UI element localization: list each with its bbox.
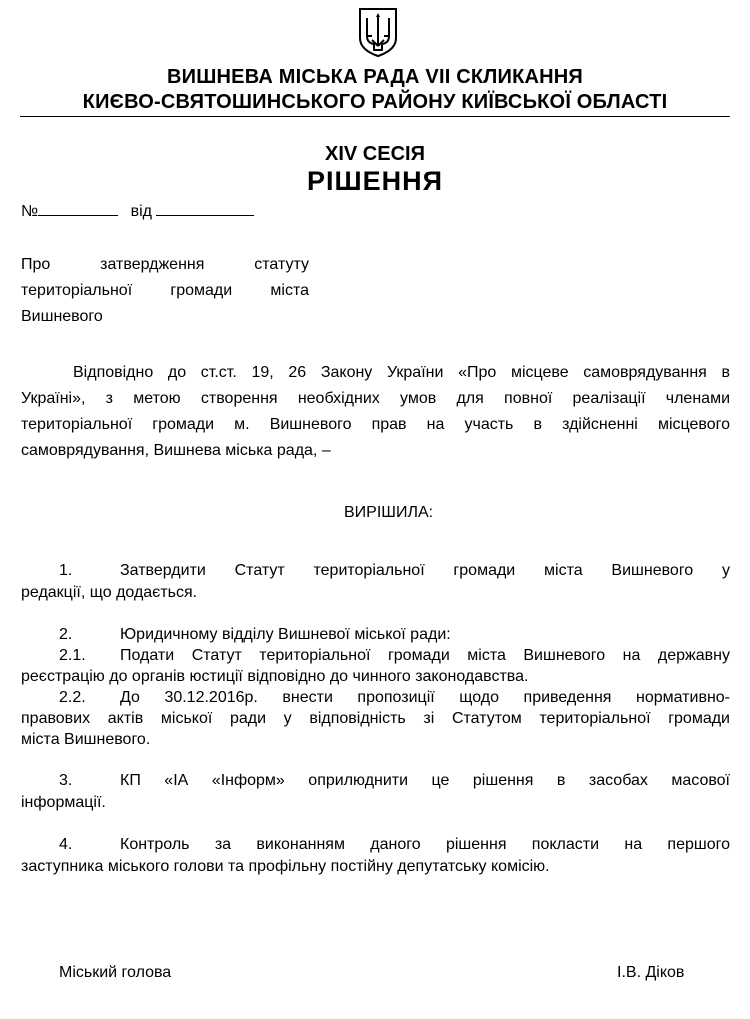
preamble-line1: Відповідно до ст.ст. 19, 26 Закону України «Про місцеве самоврядування в [73,364,730,381]
trident-emblem-icon [357,6,399,58]
preamble-line2: Україні», з метою створення необхідних умов для повної реалізації членами [21,390,730,407]
document-title: РІШЕННЯ [306,166,444,196]
item-3-number: 3. [59,772,73,789]
subject-line2: територіальної громади міста [21,282,309,299]
council-name-line1: ВИШНЕВА МІСЬКА РАДА VII СКЛИКАННЯ [167,66,583,88]
item-1-number: 1. [59,562,73,579]
council-name-line2: КИЄВО-СВЯТОШИНСЬКОГО РАЙОНУ КИЇВСЬКОЇ ОБЛАСТІ [82,91,668,113]
item-2-2-number: 2.2. [59,689,86,706]
signature-position: Міський голова [59,964,172,981]
item-3-line2: інформації. [21,794,106,811]
preamble-line4: самоврядування, Вишнева міська рада, – [21,442,331,459]
date-label: від [130,203,153,220]
item-2-2-line3: міста Вишневого. [21,731,151,748]
date-blank [156,201,254,216]
item-2-1-line2: реєстрацію до органів юстиції відповідно до чинного законодавства. [21,668,529,685]
item-3-line1: КП «ІА «Інформ» оприлюднити це рішення в засобах масової [120,772,730,789]
signature-name: І.В. Діков [617,964,685,981]
subject-line1: Про затвердження статуту [21,256,309,273]
number-label: № [21,203,39,220]
subject-line3: Вишневого [21,308,103,325]
item-2-number: 2. [59,626,73,643]
item-1-line2: редакції, що додається. [21,584,198,601]
session-label: XIV СЕСІЯ [325,143,425,165]
item-2-1-number: 2.1. [59,647,86,664]
item-4-line2: заступника міського голови та профільну постійну депутатську комісію. [21,858,550,875]
item-4-number: 4. [59,836,73,853]
item-4-line1: Контроль за виконанням даного рішення покласти на першого [120,836,730,853]
item-2-2-line1: До 30.12.2016р. внести пропозиції щодо приведення нормативно- [120,689,730,706]
preamble-line3: територіальної громади м. Вишневого прав на участь в здійсненні місцевого [21,416,730,433]
item-2-line1: Юридичному відділу Вишневої міської ради: [120,626,451,643]
item-1-line1: Затвердити Статут територіальної громади міста Вишневого у [120,562,730,579]
decided-heading: ВИРІШИЛА: [344,504,434,521]
item-2-1-line1: Подати Статут територіальної громади міста Вишневого на державну [120,647,730,664]
number-date-line [21,201,254,223]
number-blank [38,201,118,216]
header-separator [20,116,730,117]
item-2-2-line2: правових актів міської ради у відповідність зі Статутом територіальної громади [21,710,730,727]
